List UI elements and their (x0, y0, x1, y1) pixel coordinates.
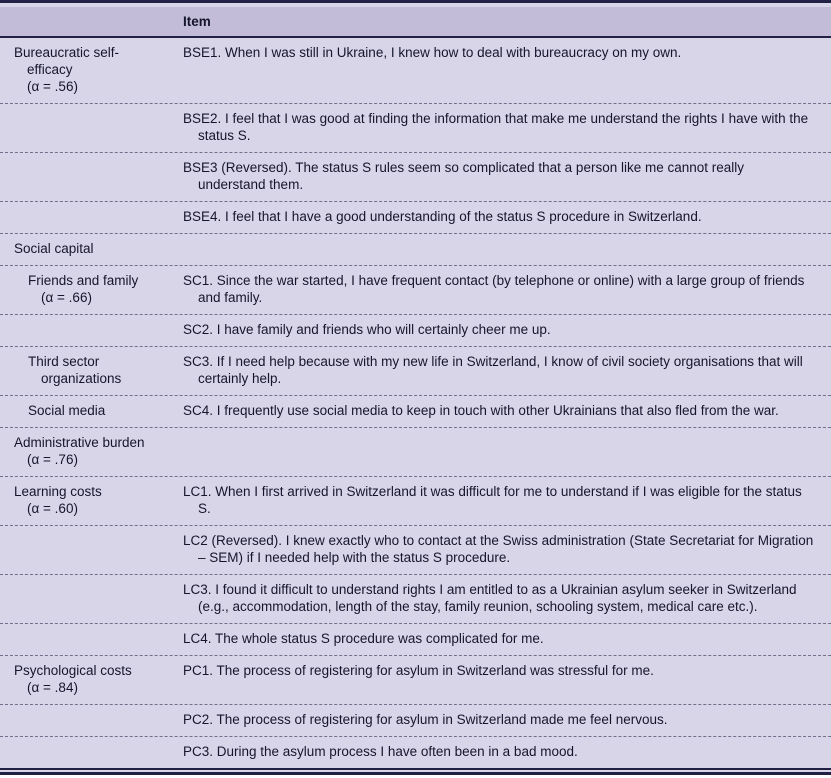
scale-label-cell (0, 110, 170, 144)
scale-alpha: (α = .76) (27, 452, 78, 467)
item-text: BSE3 (Reversed). The status S rules seem so complicated that a person like me cannot really understand them. (183, 160, 745, 192)
table-row (0, 574, 831, 623)
scale-name: Learning costs (14, 484, 102, 499)
item-text: BSE4. I feel that I have a good understanding of the status S procedure in Switzerland. (183, 209, 702, 224)
scale-name: Social capital (14, 241, 94, 256)
item-text: SC1. Since the war started, I have frequent contact (by telephone or online) with a large group of friends and family. (183, 273, 805, 305)
item-text: LC3. I found it difficult to understand rights I am entitled to as a Ukrainian asylum seeker in Switzerland (e.g., accommodation, length of the stay, family reunion, schooling system, medical care etc.). (183, 582, 797, 614)
scale-name: Bureaucratic self-efficacy (14, 45, 120, 77)
scale-label-cell (0, 662, 170, 696)
scale-label-cell (0, 434, 170, 468)
item-text: LC2 (Reversed). I knew exactly who to contact at the Swiss administration (State Secretariat for Migration – SEM) if I needed help with the status S procedure. (183, 533, 814, 565)
table-row (0, 736, 831, 768)
scale-label-cell (0, 44, 170, 95)
bottom-rule-thick (0, 772, 831, 775)
item-text: LC1. When I first arrived in Switzerland it was difficult for me to understand if I was eligible for the status S. (183, 484, 802, 516)
table-row (0, 265, 831, 314)
table-row (0, 525, 831, 574)
scale-label-cell (0, 581, 170, 615)
header-item-column: Item (183, 14, 211, 29)
table-row (0, 201, 831, 233)
table-row (0, 427, 831, 476)
scale-alpha: (α = .84) (27, 680, 78, 695)
table-row (0, 704, 831, 736)
scale-label-cell (0, 353, 170, 387)
scale-label-cell (0, 321, 170, 338)
scale-label-cell (0, 159, 170, 193)
scale-name: Administrative burden (14, 435, 145, 450)
scale-name: Social media (28, 403, 106, 418)
item-text: PC1. The process of registering for asylum in Switzerland was stressful for me. (183, 663, 654, 678)
scale-name: Third sector organizations (28, 354, 122, 386)
scale-alpha: (α = .60) (27, 501, 78, 516)
scale-name: Friends and family (28, 273, 139, 288)
table-row (0, 655, 831, 704)
table-row (0, 152, 831, 201)
table-header-row (0, 7, 831, 38)
scale-label-cell (0, 630, 170, 647)
table-row (0, 346, 831, 395)
table-row (0, 395, 831, 427)
table-row (0, 314, 831, 346)
scale-name: Psychological costs (14, 663, 132, 678)
scale-label-cell (0, 240, 170, 257)
table-row (0, 38, 831, 103)
item-text: BSE2. I feel that I was good at finding the information that make me understand the rights I have with the status S. (183, 111, 809, 143)
table-row (0, 476, 831, 525)
item-text: BSE1. When I was still in Ukraine, I knew how to deal with bureaucracy on my own. (183, 45, 682, 60)
scale-alpha: (α = .56) (27, 79, 78, 94)
scale-label-cell (0, 272, 170, 306)
table-row (0, 233, 831, 265)
header-label-cell (0, 7, 170, 36)
table-body (0, 38, 831, 768)
table-row (0, 623, 831, 655)
table-row (0, 103, 831, 152)
item-text: LC4. The whole status S procedure was complicated for me. (183, 631, 544, 646)
scale-label-cell (0, 208, 170, 225)
item-text: SC4. I frequently use social media to keep in touch with other Ukrainians that also fled from the war. (183, 403, 779, 418)
scale-label-cell (0, 743, 170, 760)
item-text: SC2. I have family and friends who will certainly cheer me up. (183, 322, 551, 337)
scale-label-cell (0, 711, 170, 728)
item-text: SC3. If I need help because with my new life in Switzerland, I know of civil society organisations that will certainly help. (183, 354, 803, 386)
scale-label-cell (0, 483, 170, 517)
scale-alpha: (α = .66) (41, 290, 92, 305)
item-text: PC2. The process of registering for asylum in Switzerland made me feel nervous. (183, 712, 668, 727)
scale-label-cell (0, 532, 170, 566)
item-text: PC3. During the asylum process I have often been in a bad mood. (183, 744, 578, 759)
scale-label-cell (0, 402, 170, 419)
